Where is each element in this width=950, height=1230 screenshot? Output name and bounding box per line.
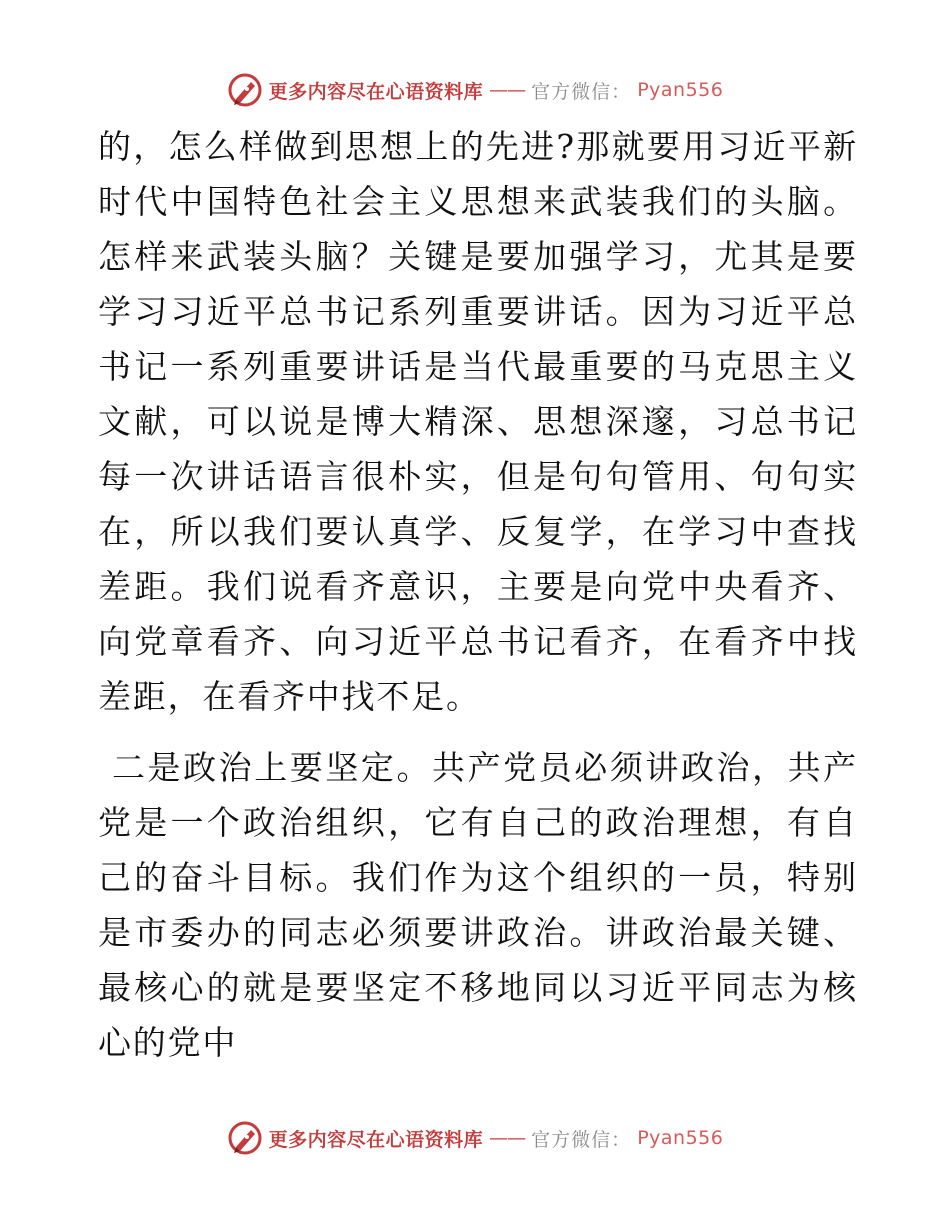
banner-wechat-label: 官方微信： bbox=[531, 1128, 632, 1151]
footer-banner bbox=[0, 1118, 950, 1158]
header-banner bbox=[0, 70, 950, 110]
red-circle-pen-logo-icon bbox=[227, 1120, 263, 1156]
banner-wechat-label: 官方微信： bbox=[531, 80, 632, 103]
paragraph-2: 二是政治上要坚定。共产党员必须讲政治，共产党是一个政治组织，它有自己的政治理想，有自己的奋斗目标。我们作为这个组织的一员，特别是市委办的同志必须要讲政治。讲政治最关键、最核心的就是要坚定不移地同以习近平同志为核心的党中 bbox=[98, 748, 858, 1062]
red-circle-pen-logo-icon bbox=[227, 72, 263, 108]
document-body bbox=[98, 119, 858, 1070]
banner-title: 更多内容尽在心语资料库 bbox=[268, 80, 484, 103]
paragraph-1: 的，怎么样做到思想上的先进?那就要用习近平新时代中国特色社会主义思想来武装我们的头脑。怎样来武装头脑？关键是要加强学习，尤其是要学习习近平总书记系列重要讲话。因为习近平总书记一系列重要讲话是当代最重要的马克思主义文献，可以说是博大精深、思想深邃，习总书记每一次讲话语言很朴实，但是句句管用、句句实在，所以我们要认真学、反复学，在学习中查找差距。我们说看齐意识，主要是向党中央看齐、向党章看齐、向习近平总书记看齐，在看齐中找差距，在看齐中找不足。 bbox=[98, 127, 858, 716]
banner-wechat-id: Pyan556 bbox=[637, 79, 724, 101]
banner-wechat-id: Pyan556 bbox=[637, 1127, 724, 1149]
banner-dash: —— bbox=[489, 79, 526, 101]
banner-dash: —— bbox=[489, 1127, 526, 1149]
banner-title: 更多内容尽在心语资料库 bbox=[268, 1128, 484, 1151]
